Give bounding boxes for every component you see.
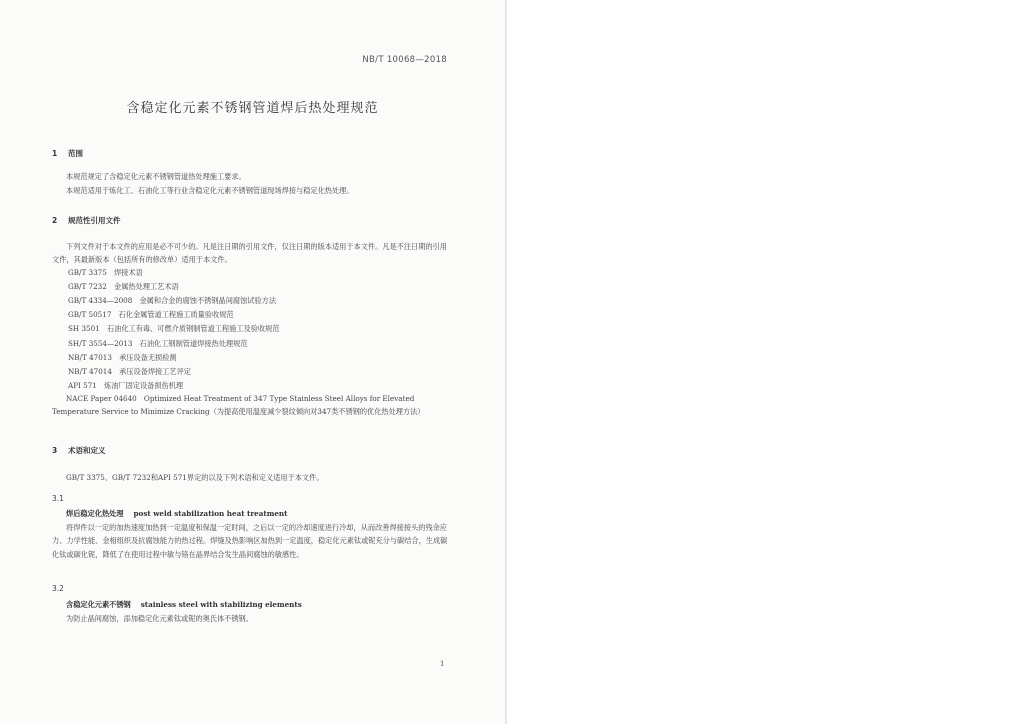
reference-item: API 571 炼油厂固定设备损伤机理 bbox=[68, 380, 184, 390]
section-3-intro: GB/T 3375、GB/T 7232和API 571界定的以及下列术语和定义适用于本文件。 bbox=[66, 473, 324, 482]
section-number: 1 bbox=[52, 149, 58, 158]
section-1-paragraph-2: 本规范适用于炼化工、石油化工等行业含稳定化元素不锈钢管道现场焊接与稳定化热处理。 bbox=[66, 186, 354, 195]
reference-item: SH 3501 石油化工有毒、可燃介质钢制管道工程施工及验收规范 bbox=[68, 324, 280, 334]
term-cn: 焊后稳定化热处理 bbox=[66, 509, 124, 518]
term-en: stainless steel with stabilizing elements bbox=[140, 600, 302, 609]
section-title: 规范性引用文件 bbox=[68, 216, 121, 225]
term-3-1 bbox=[66, 509, 287, 519]
section-1-paragraph-1: 本规范规定了含稳定化元素不锈钢管道热处理施工要求。 bbox=[66, 172, 246, 181]
section-number: 3 bbox=[52, 446, 58, 455]
reference-item: GB/T 50517 石化金属管道工程施工质量验收规范 bbox=[68, 310, 234, 320]
subsection-3-2-number: 3.2 bbox=[52, 584, 64, 593]
page-title: 含稳定化元素不锈钢管道焊后热处理规范 bbox=[126, 101, 379, 116]
section-2-heading bbox=[52, 215, 121, 226]
section-3-heading bbox=[52, 445, 106, 456]
reference-item: NB/T 47013 承压设备无损检测 bbox=[68, 352, 177, 362]
section-2-intro: 下列文件对于本文件的应用是必不可少的。凡是注日期的引用文件，仅注日期的版本适用于本文件。凡是不注日期的引用文件，其最新版本（包括所有的修改单）适用于本文件。 bbox=[52, 242, 447, 265]
reference-item: GB/T 4334—2008 金属和合金的腐蚀不锈钢晶间腐蚀试验方法 bbox=[68, 296, 277, 306]
definition-3-1: 将焊件以一定的加热速度加热到一定温度和保温一定时间，之后以一定的冷却速度进行冷却，从而改善焊接接头的残余应力、力学性能、金相组织及抗腐蚀能力的热过程。焊缝及热影响区加热到一定温度，稳定化元素钛或铌充分与碳结合，生成碳化钛或碳化铌，降低了在使用过程中敏与铬在晶界结合发生晶间腐蚀的敏感性。 bbox=[52, 523, 448, 559]
reference-item: GB/T 7232 金属热处理工艺术语 bbox=[68, 282, 179, 292]
section-title: 范围 bbox=[68, 149, 83, 158]
reference-item: GB/T 3375 焊接术语 bbox=[68, 268, 143, 277]
section-title: 术语和定义 bbox=[68, 446, 106, 455]
term-en: post weld stabilization heat treatment bbox=[133, 509, 288, 518]
reference-item: SH/T 3554—2013 石油化工钢制管道焊接热处理规范 bbox=[68, 338, 248, 348]
section-number: 2 bbox=[52, 216, 58, 225]
subsection-3-1-number: 3.1 bbox=[52, 494, 64, 503]
reference-nace: NACE Paper 04640 Optimized Heat Treatment of 347 Type Stainless Steel Alloys for Elevated Temperature Service to Minimize Cracking（为提高使用温度减少裂纹倾向对347类不锈钢的优化热处理方法） bbox=[52, 394, 425, 417]
term-cn: 含稳定化元素不锈钢 bbox=[66, 600, 131, 609]
standard-code: NB/T 10068—2018 bbox=[362, 55, 447, 65]
section-1-heading bbox=[52, 148, 83, 159]
page-number: 1 bbox=[440, 660, 445, 668]
blank-facing-page bbox=[508, 0, 1024, 724]
term-3-2 bbox=[66, 600, 302, 610]
document-page bbox=[0, 0, 505, 724]
definition-3-2: 为防止晶间腐蚀，添加稳定化元素钛或铌的奥氏体不锈钢。 bbox=[66, 614, 253, 623]
reference-item: NB/T 47014 承压设备焊接工艺评定 bbox=[68, 366, 191, 376]
